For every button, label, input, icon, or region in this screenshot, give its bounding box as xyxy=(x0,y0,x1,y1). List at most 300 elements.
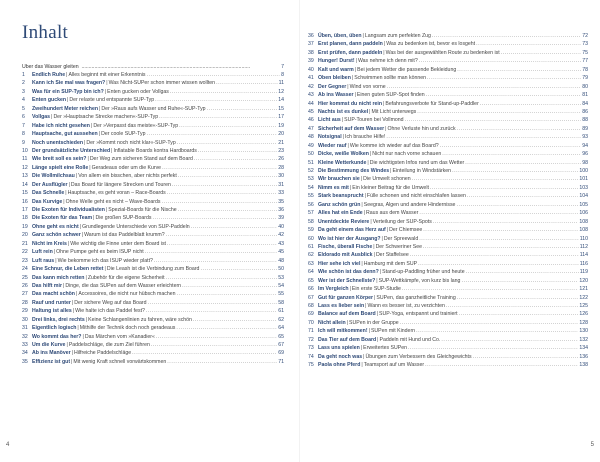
toc-entry-page: 58 xyxy=(278,299,284,306)
toc-entry-number: 17 xyxy=(22,207,28,213)
toc-entry-leader xyxy=(427,74,581,82)
toc-entry-page: 55 xyxy=(278,291,284,298)
toc-entry-number: 48 xyxy=(308,134,314,141)
toc-entry-separator: | xyxy=(383,41,386,48)
toc-entry-leader xyxy=(425,361,578,369)
toc-entry-number: 32 xyxy=(22,333,28,340)
toc-entry-number: 25 xyxy=(22,274,28,281)
toc-entry-heading: Hunger! Durst! xyxy=(318,58,355,65)
toc-entry xyxy=(308,218,588,226)
toc-entry-leader xyxy=(200,265,277,273)
toc-entry-leader xyxy=(172,181,277,189)
toc-entry-separator: | xyxy=(363,210,366,217)
page-number-left: 4 xyxy=(6,442,10,448)
toc-entry xyxy=(308,133,588,141)
toc-entry-number: 8 xyxy=(22,131,25,138)
intro-entry xyxy=(22,64,284,70)
toc-entry-heading: Nicht im Kreis xyxy=(32,240,67,247)
toc-entry-page: 12 xyxy=(278,88,284,95)
toc-entry-heading: Paola ohne Pferd xyxy=(318,362,361,369)
toc-entry xyxy=(308,184,588,192)
toc-entry-page: 86 xyxy=(582,108,588,115)
toc-entry-leader xyxy=(440,142,582,150)
toc-entry-page: 81 xyxy=(582,92,588,99)
toc-entry-page: 50 xyxy=(278,266,284,273)
toc-entry-page: 14 xyxy=(278,97,284,104)
toc-entry-description: Von allem ein bisschen, aber nichts perfekt xyxy=(78,173,177,180)
toc-entry-leader xyxy=(459,310,579,318)
toc-entry-description: Die wichtigsten Infos rund um das Wetter xyxy=(369,159,465,166)
toc-entry-page: 43 xyxy=(278,240,284,247)
toc-entry xyxy=(308,83,588,91)
toc-entry-heading: Vollgas xyxy=(32,114,51,121)
toc-entry-description: Inflatable Boards kontra Hardboards xyxy=(113,147,197,154)
toc-entry-leader xyxy=(179,122,277,130)
toc-entry-description: Das Märchen vom »Kanadier« xyxy=(84,333,155,340)
toc-entry-separator: | xyxy=(377,336,379,343)
toc-entry xyxy=(22,206,284,214)
toc-entry xyxy=(22,358,284,366)
toc-entry xyxy=(22,88,284,96)
toc-entry-page: 71 xyxy=(278,358,284,365)
toc-entry-number: 7 xyxy=(22,122,25,129)
toc-entry-description: Was bei der ausgewählten Route zu bedenken ist xyxy=(385,49,500,56)
toc-entry-page: 30 xyxy=(278,173,284,180)
toc-entry-description: Teamsport auf um Wasser xyxy=(363,362,425,369)
toc-entry-heading: Wer ist der Schnellste? xyxy=(318,277,376,284)
toc-entry-number: 55 xyxy=(308,193,314,200)
toc-entry-leader xyxy=(441,336,578,344)
toc-entry-description: Fülle schonen und nicht einschlafen lassen xyxy=(366,193,466,200)
toc-entry-description: Der Staffelsee xyxy=(375,252,409,259)
toc-entry-description: Der Spreewald xyxy=(383,235,419,242)
toc-entry-separator: | xyxy=(90,122,93,129)
toc-entry-leader xyxy=(419,209,578,217)
toc-entry-heading: Das Kurvige xyxy=(32,198,63,205)
toc-entry-number: 18 xyxy=(22,215,28,222)
toc-entry-heading: Wieder rauf xyxy=(318,142,347,149)
toc-entry xyxy=(22,307,284,315)
toc-entry-leader xyxy=(177,290,278,298)
toc-entry xyxy=(308,142,588,150)
toc-entry-separator: | xyxy=(349,184,352,191)
toc-entry-heading: Was für ein SUP-Typ bin ich? xyxy=(32,88,104,95)
toc-entry-description: Der Schweriner See xyxy=(375,243,422,250)
toc-entry-description: Der coole SUP-Typ xyxy=(101,131,146,138)
toc-entry xyxy=(308,175,588,183)
toc-entry-separator: | xyxy=(67,97,69,104)
toc-list-right xyxy=(308,32,588,370)
toc-entry-heading: Gut für ganzen Körper xyxy=(318,294,374,301)
toc-entry xyxy=(308,192,588,200)
toc-entry-heading: Balance auf dem Board xyxy=(318,311,376,318)
toc-entry-heading: Erst prüfen, dann paddeln xyxy=(318,49,383,56)
toc-entry-number: 27 xyxy=(22,291,28,298)
toc-entry-description: SUPen, das ganzheitliche Training xyxy=(376,294,456,301)
toc-entry-number: 45 xyxy=(308,108,314,115)
toc-entry-separator: | xyxy=(383,49,385,56)
toc-entry-number: 64 xyxy=(308,269,314,276)
toc-entry-page: 23 xyxy=(278,147,284,154)
toc-entry-separator: | xyxy=(106,80,108,87)
toc-entry-page: 75 xyxy=(582,49,588,56)
toc-entry-leader xyxy=(417,108,581,116)
toc-entry-leader xyxy=(457,66,581,74)
toc-entry-page: 61 xyxy=(278,308,284,315)
toc-entry-leader xyxy=(476,40,581,48)
toc-entry xyxy=(308,260,588,268)
toc-entry-description: Mit wenig Kraft schnell vorwärtskommen xyxy=(73,358,167,365)
toc-entry-heading: Das macht schön xyxy=(32,291,75,298)
toc-entry-leader xyxy=(167,240,277,248)
toc-entry-separator: | xyxy=(374,294,376,301)
toc-entry-description: Die Umwelt schonen xyxy=(363,176,411,183)
toc-entry-separator: | xyxy=(81,232,84,239)
toc-entry-number: 75 xyxy=(308,362,314,369)
toc-entry-page: 73 xyxy=(582,41,588,48)
toc-entry-page: 40 xyxy=(278,223,284,230)
toc-entry-separator: | xyxy=(111,147,113,154)
toc-entry-separator: | xyxy=(385,125,387,132)
toc-entry xyxy=(308,100,588,108)
toc-entry-description: Zubehör für die eigene Sicherheit xyxy=(87,274,165,281)
toc-entry xyxy=(22,71,284,79)
toc-entry-separator: | xyxy=(99,105,101,112)
toc-entry-separator: | xyxy=(354,92,356,99)
intro-page: 7 xyxy=(272,64,284,70)
toc-entry-description: Nicht nur nach vorne schauen xyxy=(372,151,442,158)
toc-entry-number: 54 xyxy=(308,184,314,191)
toc-entry-page: 77 xyxy=(582,58,588,65)
toc-entry xyxy=(308,243,588,251)
toc-entry-description: Enten gucken oder Vollgas xyxy=(107,88,169,95)
toc-entry-separator: | xyxy=(341,117,344,124)
toc-entry-separator: | xyxy=(383,100,385,107)
toc-entry-leader xyxy=(456,201,578,209)
toc-entry-description: Ich brauche Hilfe! xyxy=(345,134,386,141)
toc-entry-page: 114 xyxy=(579,252,588,259)
toc-entry-separator: | xyxy=(63,198,65,205)
toc-entry xyxy=(22,164,284,172)
toc-entry-description: Paddeln mit Hund und Co. xyxy=(379,336,441,343)
toc-entry-number: 24 xyxy=(22,266,28,273)
toc-entry-separator: | xyxy=(77,325,79,332)
toc-entry-separator: | xyxy=(360,345,363,352)
toc-entry-description: Spezial-Boards für die Nische xyxy=(108,207,177,213)
toc-entry-leader xyxy=(501,49,582,57)
toc-entry-description: Das Board für längere Strecken und Touren xyxy=(70,181,171,188)
toc-entry-page: 122 xyxy=(579,294,588,301)
toc-entry-page: 8 xyxy=(281,72,284,78)
toc-entry-separator: | xyxy=(347,142,349,149)
toc-entry-separator: | xyxy=(346,319,349,326)
toc-entry-leader xyxy=(145,248,278,256)
toc-entry-heading: Das Tier auf dem Board xyxy=(318,336,377,343)
toc-entry xyxy=(308,319,588,327)
toc-entry-page: 79 xyxy=(582,75,588,82)
toc-entry xyxy=(22,155,284,163)
toc-entry-heading: Licht aus xyxy=(318,117,341,124)
toc-entry-page: 112 xyxy=(579,243,588,250)
toc-entry xyxy=(22,231,284,239)
toc-entry-leader xyxy=(216,79,278,87)
toc-entry-page: 126 xyxy=(579,311,588,318)
toc-entry-leader xyxy=(182,282,277,290)
toc-entry-page: 80 xyxy=(582,83,588,90)
toc-entry-page: 36 xyxy=(278,207,284,213)
toc-entry-number: 21 xyxy=(22,240,28,247)
toc-entry xyxy=(308,57,588,65)
toc-entry-leader xyxy=(446,302,578,310)
toc-entry-leader xyxy=(148,299,278,307)
page-title: Inhalt xyxy=(22,22,69,43)
toc-entry-number: 34 xyxy=(22,350,28,357)
toc-entry-heading: Zweihundert Meter reichen xyxy=(32,105,99,112)
toc-entry-leader xyxy=(132,349,277,357)
toc-entry-page: 136 xyxy=(579,353,588,360)
toc-entry-page: 103 xyxy=(579,184,588,191)
toc-entry-leader xyxy=(432,32,581,40)
toc-entry-description: Keine Schlangenlinien zu fahren, wäre schön xyxy=(88,316,192,323)
toc-entry-heading: Luft raus xyxy=(32,257,55,264)
toc-entry-number: 14 xyxy=(22,181,28,188)
toc-entry-separator: | xyxy=(79,223,82,230)
toc-entry-leader xyxy=(467,192,579,200)
toc-entry-number: 9 xyxy=(22,139,25,146)
toc-entry-separator: | xyxy=(381,235,383,242)
toc-entry-heading: Nicht allein xyxy=(318,319,346,326)
toc-entry-leader xyxy=(461,277,578,285)
toc-entry-number: 53 xyxy=(308,176,314,183)
toc-entry-separator: | xyxy=(390,168,392,174)
toc-entry xyxy=(308,108,588,116)
toc-entry-description: Warum ist das Paddelblatt krumm? xyxy=(84,232,165,239)
toc-entry-number: 46 xyxy=(308,117,314,124)
toc-entry-leader xyxy=(418,260,579,268)
toc-entry-heading: Eine Schnur, die Leben rettet xyxy=(32,266,104,273)
toc-entry-page: 108 xyxy=(579,218,588,225)
toc-entry-heading: Enten gucken xyxy=(32,97,67,104)
toc-entry-leader xyxy=(430,184,578,192)
toc-entry-number: 56 xyxy=(308,201,314,208)
toc-entry-number: 12 xyxy=(22,164,28,171)
toc-entry xyxy=(22,248,284,256)
toc-entry-description: Ohne Verluste hin und zurück xyxy=(387,125,456,132)
toc-entry-page: 64 xyxy=(278,325,284,332)
toc-entry-heading: Ganz schön schwer xyxy=(32,232,81,239)
toc-entry-number: 28 xyxy=(22,299,28,306)
toc-entry-separator: | xyxy=(71,299,74,306)
toc-entry-number: 59 xyxy=(308,227,314,234)
toc-entry-heading: Luft rein xyxy=(32,249,53,256)
toc-entry-leader xyxy=(457,294,579,302)
toc-entry xyxy=(22,349,284,357)
toc-entry-number: 40 xyxy=(308,66,314,73)
toc-entry-heading: Fische, überall Fische xyxy=(318,243,373,250)
toc-entry-page: 96 xyxy=(582,151,588,158)
toc-entry-leader xyxy=(177,139,277,147)
toc-entry-separator: | xyxy=(361,201,363,208)
toc-entry xyxy=(22,113,284,121)
toc-entry-heading: Kleine Wetterkunde xyxy=(318,159,367,166)
toc-entry-heading: Ohne geht es nicht xyxy=(32,223,79,230)
toc-entry-number: 70 xyxy=(308,319,314,326)
toc-entry xyxy=(22,198,284,206)
toc-entry-number: 22 xyxy=(22,249,28,256)
toc-entry-separator: | xyxy=(75,173,78,180)
toc-entry xyxy=(308,344,588,352)
toc-entry-heading: Sicherheit auf dem Wasser xyxy=(318,125,385,132)
toc-entry-separator: | xyxy=(105,207,108,213)
toc-entry-description: Langsam zum perfekten Zug xyxy=(364,33,431,39)
toc-entry xyxy=(22,274,284,282)
toc-entry-separator: | xyxy=(98,131,101,138)
toc-entry-heading: Die Bestimmung des Windes xyxy=(318,168,390,174)
toc-entry-heading: Das hilft mir xyxy=(32,282,62,289)
toc-entry-description: Was zu bedenken ist, bevor es losgeht xyxy=(386,41,476,48)
toc-entry-heading: Üben, üben, üben xyxy=(318,33,362,39)
toc-entry-separator: | xyxy=(369,151,372,158)
toc-entry-heading: Wo kommt das her? xyxy=(32,333,82,340)
toc-entry-page: 121 xyxy=(579,286,588,293)
toc-entry-description: Übungen zum Verbessern des Gleichgewichts xyxy=(365,353,472,360)
toc-entry-number: 1 xyxy=(22,72,25,78)
toc-entry xyxy=(308,353,588,361)
toc-entry-page: 106 xyxy=(579,210,588,217)
toc-entry-description: Der Chiemsee xyxy=(389,227,423,234)
toc-entry-number: 67 xyxy=(308,294,314,301)
toc-entry-number: 42 xyxy=(308,83,314,90)
toc-entry-number: 65 xyxy=(308,277,314,284)
toc-entry-page: 21 xyxy=(278,139,284,146)
toc-entry-description: Erweitertes SUPen xyxy=(363,345,407,352)
toc-entry-leader xyxy=(146,307,277,315)
toc-entry xyxy=(308,327,588,335)
toc-entry-number: 31 xyxy=(22,325,28,332)
toc-entry xyxy=(308,49,588,57)
toc-entry-description: Verteilung der SUP-Spots xyxy=(372,218,432,225)
toc-entry-leader xyxy=(159,113,277,121)
toc-entry-description: Wie komme ich wieder auf das Board? xyxy=(349,142,439,149)
toc-entry-page: 138 xyxy=(579,362,588,369)
toc-entry-description: Hilfreiche Paddelschläge xyxy=(74,350,132,357)
toc-entry-separator: | xyxy=(62,282,65,289)
toc-entry-separator: | xyxy=(85,316,88,323)
toc-entry-separator: | xyxy=(82,333,84,340)
toc-entry-separator: | xyxy=(373,252,375,259)
toc-entry-page: 105 xyxy=(579,201,588,208)
toc-entry-description: Ein kleiner Beitrag für die Umwelt xyxy=(352,184,429,191)
toc-entry-page: 128 xyxy=(579,319,588,326)
toc-entry-page: 67 xyxy=(278,342,284,348)
toc-entry-leader xyxy=(176,324,277,332)
toc-entry-number: 29 xyxy=(22,308,28,315)
toc-entry-heading: Alles hat ein Ende xyxy=(318,210,363,217)
toc-entry xyxy=(22,172,284,180)
toc-entry-description: Seegras, Algen und andere Hindernisse xyxy=(363,201,456,208)
toc-entry xyxy=(308,268,588,276)
toc-entry-leader xyxy=(452,167,578,175)
toc-entry-page: 119 xyxy=(579,269,588,276)
toc-entry-page: 104 xyxy=(579,193,588,200)
toc-entry xyxy=(308,226,588,234)
toc-entry-leader xyxy=(433,218,579,226)
toc-entry-leader xyxy=(166,274,278,282)
toc-entry-description: Einteilung in Windstärken xyxy=(392,168,452,174)
toc-entry-heading: Die Wollmilchsau xyxy=(32,173,75,180)
toc-entry-separator: | xyxy=(379,269,382,276)
toc-entry-number: 3 xyxy=(22,88,25,95)
toc-entry-description: SUP-Wettkämpfe, von kurz bis lang xyxy=(378,277,461,284)
toc-entry xyxy=(22,316,284,324)
toc-entry-description: Schwimmen sollte man können xyxy=(354,75,427,82)
toc-entry-leader xyxy=(442,150,581,158)
toc-entry-description: Die Leash ist die Verbindung zum Board xyxy=(106,266,200,273)
toc-entry-separator: | xyxy=(355,58,357,65)
toc-entry-leader xyxy=(423,243,579,251)
toc-entry-description: SUPen in der Gruppe xyxy=(349,319,399,326)
toc-entry-number: 58 xyxy=(308,218,314,225)
toc-entry-leader xyxy=(162,198,278,206)
toc-entry-heading: Der grundsätzliche Unterschied xyxy=(32,147,111,154)
toc-entry-heading: Lass uns spielen xyxy=(318,345,360,352)
toc-entry-page: 28 xyxy=(278,164,284,171)
toc-entry-leader xyxy=(193,316,277,324)
toc-entry-leader xyxy=(178,206,278,214)
toc-entry-description: Der Weg zum sicheren Stand auf dem Board xyxy=(89,156,193,163)
toc-entry-number: 20 xyxy=(22,232,28,239)
toc-entry-heading: Drei links, drei rechts xyxy=(32,316,85,323)
toc-entry-leader xyxy=(198,147,277,155)
toc-entry-heading: Rauf und runter xyxy=(32,299,71,306)
toc-entry-separator: | xyxy=(370,218,372,225)
toc-entry-leader xyxy=(402,285,578,293)
toc-entry-description: Die großen SUP-Boards xyxy=(95,215,152,222)
toc-entry xyxy=(308,235,588,243)
toc-entry xyxy=(308,32,588,40)
toc-entry-number: 51 xyxy=(308,159,314,166)
toc-entry-description: Wie wichtig die Finne unter dem Board ist xyxy=(70,240,166,247)
toc-entry xyxy=(308,150,588,158)
toc-entry-separator: | xyxy=(66,72,68,78)
toc-entry-page: 48 xyxy=(278,257,284,264)
toc-entry-leader xyxy=(387,83,582,91)
toc-entry-separator: | xyxy=(104,88,107,95)
toc-entry-number: 26 xyxy=(22,282,28,289)
toc-entry xyxy=(22,79,284,87)
toc-entry-heading: Länge spielt eine Rolle xyxy=(32,164,89,171)
toc-entry xyxy=(308,66,588,74)
toc-entry-heading: Ab ins Manöver xyxy=(32,350,71,357)
toc-entry-description: SUPen mit Kindern xyxy=(370,328,416,335)
toc-entry-leader xyxy=(473,353,579,361)
page-number-right: 5 xyxy=(590,442,594,448)
toc-entry-heading: Unentdeckte Reviere xyxy=(318,218,370,225)
toc-entry-page: 120 xyxy=(579,277,588,284)
toc-entry-description: Der »Raus aufs Wasser und Ruhe«-SUP-Typ xyxy=(101,105,206,112)
toc-entry-leader xyxy=(426,91,582,99)
toc-entry-separator: | xyxy=(376,311,379,318)
toc-entry-separator: | xyxy=(360,176,363,183)
right-page xyxy=(300,0,600,462)
toc-entry-number: 37 xyxy=(308,41,314,48)
toc-entry xyxy=(308,285,588,293)
toc-entry-page: 62 xyxy=(278,316,284,323)
toc-entry-heading: Der Gegner xyxy=(318,83,347,90)
toc-entry xyxy=(22,122,284,130)
toc-entry xyxy=(22,105,284,113)
toc-entry-page: 26 xyxy=(278,156,284,163)
